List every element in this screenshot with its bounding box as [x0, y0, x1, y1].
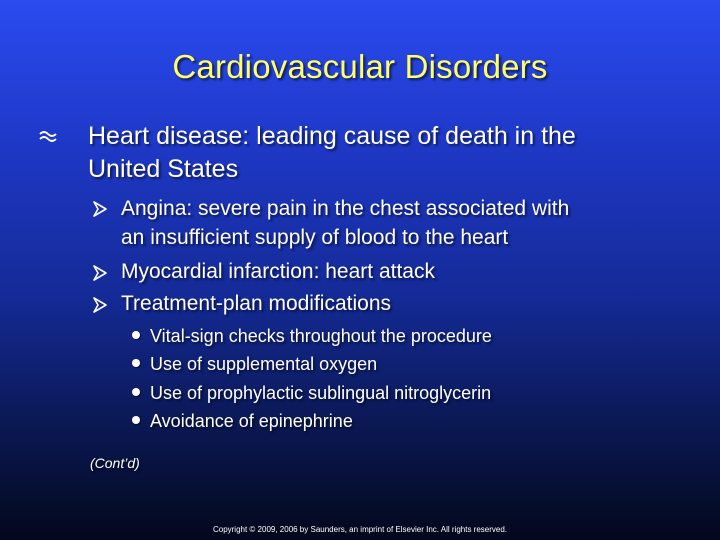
round-dot-bullet-icon [132, 416, 140, 424]
sub-bullet-treatment: Treatment-plan modifications [121, 292, 392, 315]
main-bullet-text [88, 120, 688, 186]
sub-bullet-infarction: Myocardial infarction: heart attack [121, 260, 435, 283]
modification-item-nitroglycerin: Use of prophylactic sublingual nitroglycerin [150, 383, 492, 403]
continued-label: (Cont’d) [90, 455, 140, 471]
round-dot-bullet-icon [132, 388, 140, 396]
arrowhead-bullet-icon [91, 264, 109, 282]
sub-bullet-angina-line-1: Angina: severe pain in the chest associated with [121, 197, 570, 220]
sub-bullet-angina-line-2: an insufficient supply of blood to the heart [121, 226, 509, 249]
arrowhead-bullet-icon [91, 200, 109, 218]
modification-item-epinephrine: Avoidance of epinephrine [150, 411, 353, 431]
modification-item-oxygen: Use of supplemental oxygen [150, 354, 378, 374]
main-bullet-line-1: Heart disease: leading cause of death in the [88, 122, 576, 150]
arrowhead-bullet-icon [91, 296, 109, 314]
sub-bullet-angina [121, 194, 681, 252]
round-dot-bullet-icon [132, 331, 140, 339]
round-dot-bullet-icon [132, 359, 140, 367]
modification-item-vital-sign: Vital-sign checks throughout the procedure [150, 326, 492, 346]
main-bullet-line-2: United States [88, 155, 239, 183]
copyright-notice: Copyright © 2009, 2006 by Saunders, an imprint of Elsevier Inc. All rights reserved. [212, 525, 508, 534]
wavy-dash-bullet-icon [38, 126, 60, 148]
slide-title: Cardiovascular Disorders [172, 48, 548, 85]
